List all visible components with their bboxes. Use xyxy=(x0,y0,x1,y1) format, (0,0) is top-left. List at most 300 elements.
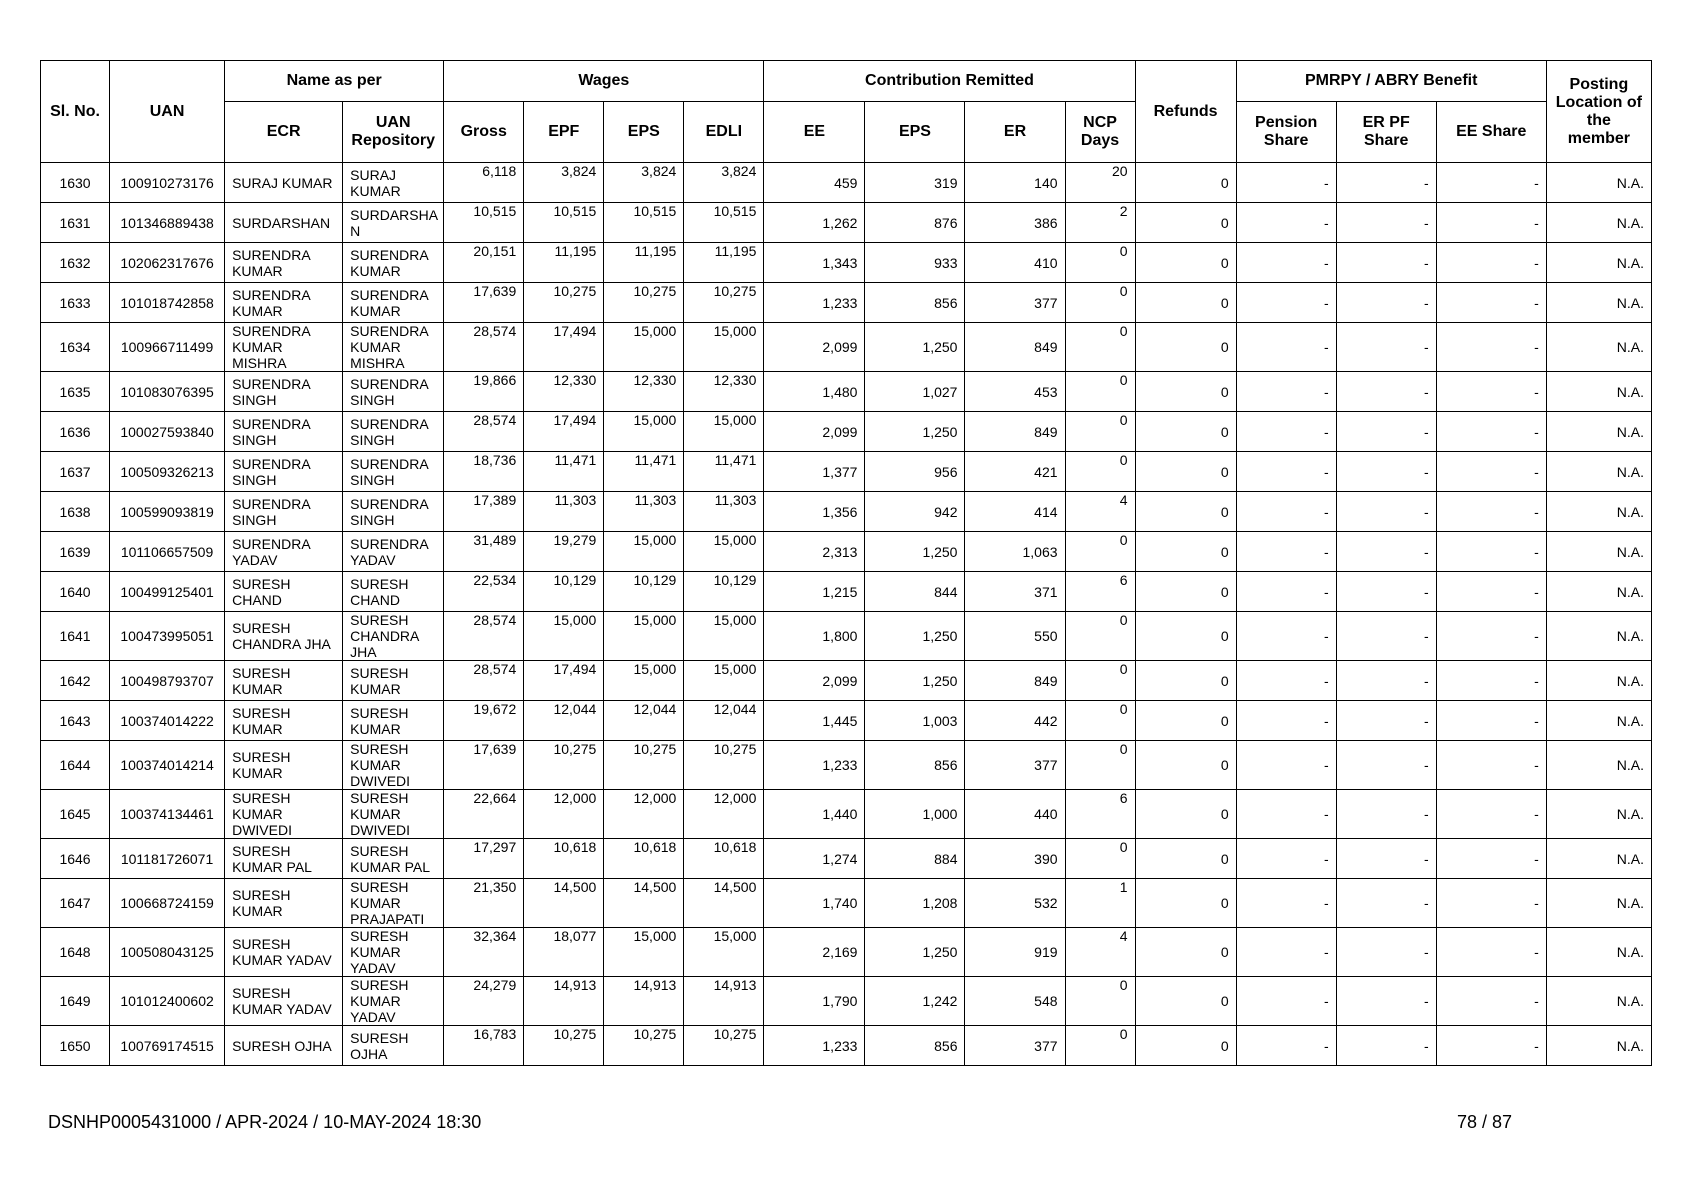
uan-repository-name-cell: SURENDRA KUMAR xyxy=(343,283,444,323)
epf-wages-cell: 18,077 xyxy=(524,928,604,977)
edli-wages-cell: 15,000 xyxy=(684,661,764,701)
epf-wages-cell: 10,275 xyxy=(524,1026,604,1066)
epf-wages-cell: 15,000 xyxy=(524,612,604,661)
sl-no-cell: 1650 xyxy=(41,1026,110,1066)
eps-wages-cell: 14,913 xyxy=(604,977,684,1026)
posting-location-cell: N.A. xyxy=(1546,452,1651,492)
uan-repository-name-cell: SURESH KUMAR PRAJAPATI xyxy=(343,879,444,928)
ee-share-cell: - xyxy=(1436,977,1546,1026)
edli-wages-cell: 15,000 xyxy=(684,412,764,452)
ee-share-cell: - xyxy=(1436,790,1546,839)
header-refunds: Refunds xyxy=(1135,61,1236,163)
edli-wages-cell: 11,195 xyxy=(684,243,764,283)
gross-wages-cell: 28,574 xyxy=(444,412,524,452)
epf-wages-cell: 19,279 xyxy=(524,532,604,572)
header-ecr: ECR xyxy=(225,102,343,163)
ncp-days-cell: 1 xyxy=(1065,879,1135,928)
header-pmrpy-abry: PMRPY / ABRY Benefit xyxy=(1236,61,1546,102)
pension-share-cell: - xyxy=(1236,323,1336,372)
edli-wages-cell: 12,000 xyxy=(684,790,764,839)
gross-wages-cell: 28,574 xyxy=(444,661,524,701)
ee-contribution-cell: 2,099 xyxy=(764,661,865,701)
sl-no-cell: 1638 xyxy=(41,492,110,532)
pension-share-cell: - xyxy=(1236,572,1336,612)
refunds-cell: 0 xyxy=(1135,977,1236,1026)
ncp-days-cell: 0 xyxy=(1065,243,1135,283)
header-er: ER xyxy=(965,102,1065,163)
ecr-name-cell: SURESH OJHA xyxy=(225,1026,343,1066)
er-contribution-cell: 849 xyxy=(965,323,1065,372)
uan-cell: 102062317676 xyxy=(110,243,225,283)
er-contribution-cell: 919 xyxy=(965,928,1065,977)
epf-wages-cell: 10,275 xyxy=(524,283,604,323)
posting-location-cell: N.A. xyxy=(1546,323,1651,372)
eps-contribution-cell: 1,250 xyxy=(865,532,965,572)
uan-repository-name-cell: SURENDRA SINGH xyxy=(343,412,444,452)
edli-wages-cell: 14,913 xyxy=(684,977,764,1026)
header-contribution-remitted: Contribution Remitted xyxy=(764,61,1135,102)
eps-contribution-cell: 1,250 xyxy=(865,661,965,701)
table-row xyxy=(41,372,1652,412)
eps-wages-cell: 15,000 xyxy=(604,661,684,701)
refunds-cell: 0 xyxy=(1135,790,1236,839)
pension-share-cell: - xyxy=(1236,790,1336,839)
pension-share-cell: - xyxy=(1236,928,1336,977)
pension-share-cell: - xyxy=(1236,203,1336,243)
gross-wages-cell: 20,151 xyxy=(444,243,524,283)
gross-wages-cell: 17,297 xyxy=(444,839,524,879)
epf-wages-cell: 11,303 xyxy=(524,492,604,532)
uan-cell: 100966711499 xyxy=(110,323,225,372)
uan-cell: 100499125401 xyxy=(110,572,225,612)
ee-share-cell: - xyxy=(1436,572,1546,612)
ee-share-cell: - xyxy=(1436,661,1546,701)
sl-no-cell: 1634 xyxy=(41,323,110,372)
epf-wages-cell: 3,824 xyxy=(524,163,604,203)
edli-wages-cell: 12,044 xyxy=(684,701,764,741)
ee-contribution-cell: 1,274 xyxy=(764,839,865,879)
posting-location-cell: N.A. xyxy=(1546,412,1651,452)
gross-wages-cell: 21,350 xyxy=(444,879,524,928)
ncp-days-cell: 0 xyxy=(1065,661,1135,701)
uan-cell: 101083076395 xyxy=(110,372,225,412)
gross-wages-cell: 16,783 xyxy=(444,1026,524,1066)
refunds-cell: 0 xyxy=(1135,243,1236,283)
er-pf-share-cell: - xyxy=(1336,372,1436,412)
eps-contribution-cell: 319 xyxy=(865,163,965,203)
table-row xyxy=(41,741,1652,790)
sl-no-cell: 1633 xyxy=(41,283,110,323)
gross-wages-cell: 17,639 xyxy=(444,741,524,790)
er-pf-share-cell: - xyxy=(1336,612,1436,661)
posting-location-cell: N.A. xyxy=(1546,283,1651,323)
er-pf-share-cell: - xyxy=(1336,163,1436,203)
epf-wages-cell: 11,471 xyxy=(524,452,604,492)
er-contribution-cell: 414 xyxy=(965,492,1065,532)
uan-repository-name-cell: SURESH KUMAR xyxy=(343,661,444,701)
gross-wages-cell: 6,118 xyxy=(444,163,524,203)
uan-repository-name-cell: SURESH KUMAR YADAV xyxy=(343,928,444,977)
header-pension-share: Pension Share xyxy=(1236,102,1336,163)
ecr-name-cell: SURENDRA SINGH xyxy=(225,372,343,412)
ncp-days-cell: 0 xyxy=(1065,283,1135,323)
ecr-name-cell: SURENDRA SINGH xyxy=(225,492,343,532)
ncp-days-cell: 0 xyxy=(1065,452,1135,492)
sl-no-cell: 1646 xyxy=(41,839,110,879)
epf-wages-cell: 11,195 xyxy=(524,243,604,283)
pension-share-cell: - xyxy=(1236,163,1336,203)
eps-contribution-cell: 1,208 xyxy=(865,879,965,928)
ee-contribution-cell: 1,480 xyxy=(764,372,865,412)
header-posting-location: Posting Location of the member xyxy=(1546,61,1651,163)
ee-contribution-cell: 1,740 xyxy=(764,879,865,928)
eps-wages-cell: 10,275 xyxy=(604,1026,684,1066)
refunds-cell: 0 xyxy=(1135,323,1236,372)
table-row xyxy=(41,572,1652,612)
uan-cell: 101018742858 xyxy=(110,283,225,323)
eps-wages-cell: 15,000 xyxy=(604,412,684,452)
uan-cell: 101106657509 xyxy=(110,532,225,572)
er-contribution-cell: 377 xyxy=(965,283,1065,323)
eps-wages-cell: 15,000 xyxy=(604,532,684,572)
table-row xyxy=(41,283,1652,323)
er-contribution-cell: 410 xyxy=(965,243,1065,283)
edli-wages-cell: 10,275 xyxy=(684,283,764,323)
ee-share-cell: - xyxy=(1436,163,1546,203)
epf-wages-cell: 12,000 xyxy=(524,790,604,839)
ee-share-cell: - xyxy=(1436,701,1546,741)
ee-contribution-cell: 1,800 xyxy=(764,612,865,661)
ncp-days-cell: 6 xyxy=(1065,572,1135,612)
sl-no-cell: 1636 xyxy=(41,412,110,452)
er-pf-share-cell: - xyxy=(1336,928,1436,977)
eps-wages-cell: 10,515 xyxy=(604,203,684,243)
gross-wages-cell: 28,574 xyxy=(444,323,524,372)
posting-location-cell: N.A. xyxy=(1546,741,1651,790)
ecr-name-cell: SURESH KUMAR xyxy=(225,741,343,790)
er-pf-share-cell: - xyxy=(1336,790,1436,839)
refunds-cell: 0 xyxy=(1135,532,1236,572)
edli-wages-cell: 15,000 xyxy=(684,928,764,977)
edli-wages-cell: 11,303 xyxy=(684,492,764,532)
pension-share-cell: - xyxy=(1236,452,1336,492)
er-contribution-cell: 140 xyxy=(965,163,1065,203)
ncp-days-cell: 0 xyxy=(1065,741,1135,790)
pension-share-cell: - xyxy=(1236,612,1336,661)
er-contribution-cell: 371 xyxy=(965,572,1065,612)
ee-contribution-cell: 1,233 xyxy=(764,741,865,790)
uan-cell: 100374134461 xyxy=(110,790,225,839)
table-row xyxy=(41,1026,1652,1066)
header-epf: EPF xyxy=(524,102,604,163)
eps-wages-cell: 12,044 xyxy=(604,701,684,741)
eps-contribution-cell: 1,250 xyxy=(865,412,965,452)
er-pf-share-cell: - xyxy=(1336,879,1436,928)
ecr-name-cell: SURESH KUMAR xyxy=(225,879,343,928)
gross-wages-cell: 17,639 xyxy=(444,283,524,323)
ee-share-cell: - xyxy=(1436,452,1546,492)
ee-contribution-cell: 1,445 xyxy=(764,701,865,741)
ecr-name-cell: SURENDRA SINGH xyxy=(225,412,343,452)
ecr-name-cell: SURAJ KUMAR xyxy=(225,163,343,203)
epf-wages-cell: 14,500 xyxy=(524,879,604,928)
header-er-pf-share: ER PF Share xyxy=(1336,102,1436,163)
table-row xyxy=(41,928,1652,977)
gross-wages-cell: 17,389 xyxy=(444,492,524,532)
ncp-days-cell: 4 xyxy=(1065,492,1135,532)
header-name-as-per: Name as per xyxy=(225,61,444,102)
eps-contribution-cell: 1,250 xyxy=(865,612,965,661)
gross-wages-cell: 19,866 xyxy=(444,372,524,412)
ncp-days-cell: 0 xyxy=(1065,701,1135,741)
uan-repository-name-cell: SURESH KUMAR YADAV xyxy=(343,977,444,1026)
uan-repository-name-cell: SURAJ KUMAR xyxy=(343,163,444,203)
uan-repository-name-cell: SURESH CHANDRA JHA xyxy=(343,612,444,661)
epf-wages-cell: 12,330 xyxy=(524,372,604,412)
epf-wages-cell: 10,275 xyxy=(524,741,604,790)
pension-share-cell: - xyxy=(1236,412,1336,452)
uan-cell: 100508043125 xyxy=(110,928,225,977)
ncp-days-cell: 20 xyxy=(1065,163,1135,203)
er-contribution-cell: 548 xyxy=(965,977,1065,1026)
sl-no-cell: 1632 xyxy=(41,243,110,283)
er-contribution-cell: 377 xyxy=(965,741,1065,790)
posting-location-cell: N.A. xyxy=(1546,928,1651,977)
refunds-cell: 0 xyxy=(1135,928,1236,977)
table-row xyxy=(41,839,1652,879)
ee-contribution-cell: 459 xyxy=(764,163,865,203)
er-contribution-cell: 532 xyxy=(965,879,1065,928)
refunds-cell: 0 xyxy=(1135,412,1236,452)
er-pf-share-cell: - xyxy=(1336,661,1436,701)
er-pf-share-cell: - xyxy=(1336,701,1436,741)
gross-wages-cell: 18,736 xyxy=(444,452,524,492)
ncp-days-cell: 0 xyxy=(1065,372,1135,412)
refunds-cell: 0 xyxy=(1135,701,1236,741)
ncp-days-cell: 2 xyxy=(1065,203,1135,243)
sl-no-cell: 1643 xyxy=(41,701,110,741)
eps-wages-cell: 10,618 xyxy=(604,839,684,879)
posting-location-cell: N.A. xyxy=(1546,839,1651,879)
sl-no-cell: 1645 xyxy=(41,790,110,839)
eps-wages-cell: 11,195 xyxy=(604,243,684,283)
pension-share-cell: - xyxy=(1236,372,1336,412)
table-row xyxy=(41,323,1652,372)
er-pf-share-cell: - xyxy=(1336,532,1436,572)
edli-wages-cell: 11,471 xyxy=(684,452,764,492)
eps-contribution-cell: 1,000 xyxy=(865,790,965,839)
posting-location-cell: N.A. xyxy=(1546,790,1651,839)
er-contribution-cell: 377 xyxy=(965,1026,1065,1066)
table-row xyxy=(41,412,1652,452)
table-row xyxy=(41,879,1652,928)
uan-repository-name-cell: SURESH KUMAR DWIVEDI xyxy=(343,790,444,839)
sl-no-cell: 1644 xyxy=(41,741,110,790)
ecr-name-cell: SURENDRA YADAV xyxy=(225,532,343,572)
ee-contribution-cell: 1,233 xyxy=(764,1026,865,1066)
er-pf-share-cell: - xyxy=(1336,741,1436,790)
ecr-name-cell: SURENDRA KUMAR xyxy=(225,243,343,283)
uan-cell: 101012400602 xyxy=(110,977,225,1026)
refunds-cell: 0 xyxy=(1135,452,1236,492)
epf-wages-cell: 12,044 xyxy=(524,701,604,741)
uan-cell: 100599093819 xyxy=(110,492,225,532)
ecr-name-cell: SURESH KUMAR xyxy=(225,661,343,701)
ee-contribution-cell: 1,377 xyxy=(764,452,865,492)
uan-repository-name-cell: SURENDRA KUMAR xyxy=(343,243,444,283)
refunds-cell: 0 xyxy=(1135,839,1236,879)
sl-no-cell: 1640 xyxy=(41,572,110,612)
posting-location-cell: N.A. xyxy=(1546,532,1651,572)
ee-share-cell: - xyxy=(1436,492,1546,532)
table-row xyxy=(41,977,1652,1026)
eps-wages-cell: 10,275 xyxy=(604,741,684,790)
posting-location-cell: N.A. xyxy=(1546,203,1651,243)
refunds-cell: 0 xyxy=(1135,879,1236,928)
gross-wages-cell: 22,664 xyxy=(444,790,524,839)
ncp-days-cell: 0 xyxy=(1065,612,1135,661)
pension-share-cell: - xyxy=(1236,701,1336,741)
ncp-days-cell: 0 xyxy=(1065,1026,1135,1066)
refunds-cell: 0 xyxy=(1135,572,1236,612)
ee-contribution-cell: 1,790 xyxy=(764,977,865,1026)
uan-repository-name-cell: SURENDRA SINGH xyxy=(343,452,444,492)
er-pf-share-cell: - xyxy=(1336,1026,1436,1066)
ee-contribution-cell: 2,313 xyxy=(764,532,865,572)
posting-location-cell: N.A. xyxy=(1546,879,1651,928)
ee-share-cell: - xyxy=(1436,741,1546,790)
header-ee-share: EE Share xyxy=(1436,102,1546,163)
uan-repository-name-cell: SURESH OJHA xyxy=(343,1026,444,1066)
er-contribution-cell: 453 xyxy=(965,372,1065,412)
eps-wages-cell: 3,824 xyxy=(604,163,684,203)
eps-wages-cell: 12,330 xyxy=(604,372,684,412)
posting-location-cell: N.A. xyxy=(1546,1026,1651,1066)
sl-no-cell: 1648 xyxy=(41,928,110,977)
er-pf-share-cell: - xyxy=(1336,572,1436,612)
er-contribution-cell: 390 xyxy=(965,839,1065,879)
uan-repository-name-cell: SURDARSHA N xyxy=(343,203,444,243)
ncp-days-cell: 0 xyxy=(1065,323,1135,372)
ee-contribution-cell: 1,262 xyxy=(764,203,865,243)
eps-contribution-cell: 856 xyxy=(865,1026,965,1066)
eps-contribution-cell: 942 xyxy=(865,492,965,532)
er-pf-share-cell: - xyxy=(1336,452,1436,492)
er-pf-share-cell: - xyxy=(1336,412,1436,452)
header-sl-no: Sl. No. xyxy=(41,61,110,163)
er-pf-share-cell: - xyxy=(1336,977,1436,1026)
table-row xyxy=(41,661,1652,701)
ee-contribution-cell: 1,215 xyxy=(764,572,865,612)
edli-wages-cell: 10,515 xyxy=(684,203,764,243)
ecr-name-cell: SURENDRA SINGH xyxy=(225,452,343,492)
ecr-name-cell: SURDARSHAN xyxy=(225,203,343,243)
epf-wages-cell: 17,494 xyxy=(524,412,604,452)
table-row xyxy=(41,452,1652,492)
pension-share-cell: - xyxy=(1236,741,1336,790)
epf-wages-cell: 10,515 xyxy=(524,203,604,243)
posting-location-cell: N.A. xyxy=(1546,492,1651,532)
header-ee: EE xyxy=(764,102,865,163)
uan-cell: 100769174515 xyxy=(110,1026,225,1066)
uan-cell: 100473995051 xyxy=(110,612,225,661)
eps-wages-cell: 12,000 xyxy=(604,790,684,839)
epf-wages-cell: 14,913 xyxy=(524,977,604,1026)
ee-contribution-cell: 1,233 xyxy=(764,283,865,323)
ee-contribution-cell: 2,169 xyxy=(764,928,865,977)
ee-share-cell: - xyxy=(1436,928,1546,977)
edli-wages-cell: 15,000 xyxy=(684,532,764,572)
uan-repository-name-cell: SURENDRA KUMAR MISHRA xyxy=(343,323,444,372)
header-eps: EPS xyxy=(604,102,684,163)
footer-report-id: DSNHP0005431000 / APR-2024 / 10-MAY-2024 18:30 xyxy=(48,1112,482,1132)
gross-wages-cell: 22,534 xyxy=(444,572,524,612)
uan-repository-name-cell: SURENDRA SINGH xyxy=(343,372,444,412)
table-row xyxy=(41,492,1652,532)
uan-cell: 100498793707 xyxy=(110,661,225,701)
ee-contribution-cell: 2,099 xyxy=(764,323,865,372)
eps-contribution-cell: 933 xyxy=(865,243,965,283)
pension-share-cell: - xyxy=(1236,283,1336,323)
edli-wages-cell: 15,000 xyxy=(684,323,764,372)
pension-share-cell: - xyxy=(1236,1026,1336,1066)
refunds-cell: 0 xyxy=(1135,203,1236,243)
eps-contribution-cell: 856 xyxy=(865,283,965,323)
table-row xyxy=(41,790,1652,839)
eps-contribution-cell: 844 xyxy=(865,572,965,612)
ee-contribution-cell: 1,356 xyxy=(764,492,865,532)
ncp-days-cell: 0 xyxy=(1065,839,1135,879)
epf-wages-cell: 17,494 xyxy=(524,323,604,372)
posting-location-cell: N.A. xyxy=(1546,701,1651,741)
posting-location-cell: N.A. xyxy=(1546,977,1651,1026)
ecr-name-cell: SURESH KUMAR PAL xyxy=(225,839,343,879)
epf-wages-cell: 10,618 xyxy=(524,839,604,879)
er-pf-share-cell: - xyxy=(1336,243,1436,283)
uan-cell: 100509326213 xyxy=(110,452,225,492)
posting-location-cell: N.A. xyxy=(1546,572,1651,612)
sl-no-cell: 1631 xyxy=(41,203,110,243)
pension-share-cell: - xyxy=(1236,977,1336,1026)
sl-no-cell: 1641 xyxy=(41,612,110,661)
gross-wages-cell: 28,574 xyxy=(444,612,524,661)
refunds-cell: 0 xyxy=(1135,661,1236,701)
ee-share-cell: - xyxy=(1436,879,1546,928)
ee-share-cell: - xyxy=(1436,839,1546,879)
ecr-name-cell: SURESH CHANDRA JHA xyxy=(225,612,343,661)
ecr-table xyxy=(40,60,1652,1066)
eps-contribution-cell: 1,250 xyxy=(865,323,965,372)
ee-share-cell: - xyxy=(1436,372,1546,412)
eps-contribution-cell: 956 xyxy=(865,452,965,492)
er-contribution-cell: 440 xyxy=(965,790,1065,839)
er-contribution-cell: 849 xyxy=(965,661,1065,701)
refunds-cell: 0 xyxy=(1135,372,1236,412)
ee-share-cell: - xyxy=(1436,203,1546,243)
refunds-cell: 0 xyxy=(1135,492,1236,532)
ee-share-cell: - xyxy=(1436,532,1546,572)
ee-contribution-cell: 1,440 xyxy=(764,790,865,839)
uan-repository-name-cell: SURENDRA YADAV xyxy=(343,532,444,572)
edli-wages-cell: 10,618 xyxy=(684,839,764,879)
er-contribution-cell: 386 xyxy=(965,203,1065,243)
edli-wages-cell: 10,275 xyxy=(684,741,764,790)
sl-no-cell: 1637 xyxy=(41,452,110,492)
header-contribution-eps: EPS xyxy=(865,102,965,163)
ncp-days-cell: 0 xyxy=(1065,532,1135,572)
edli-wages-cell: 12,330 xyxy=(684,372,764,412)
gross-wages-cell: 24,279 xyxy=(444,977,524,1026)
